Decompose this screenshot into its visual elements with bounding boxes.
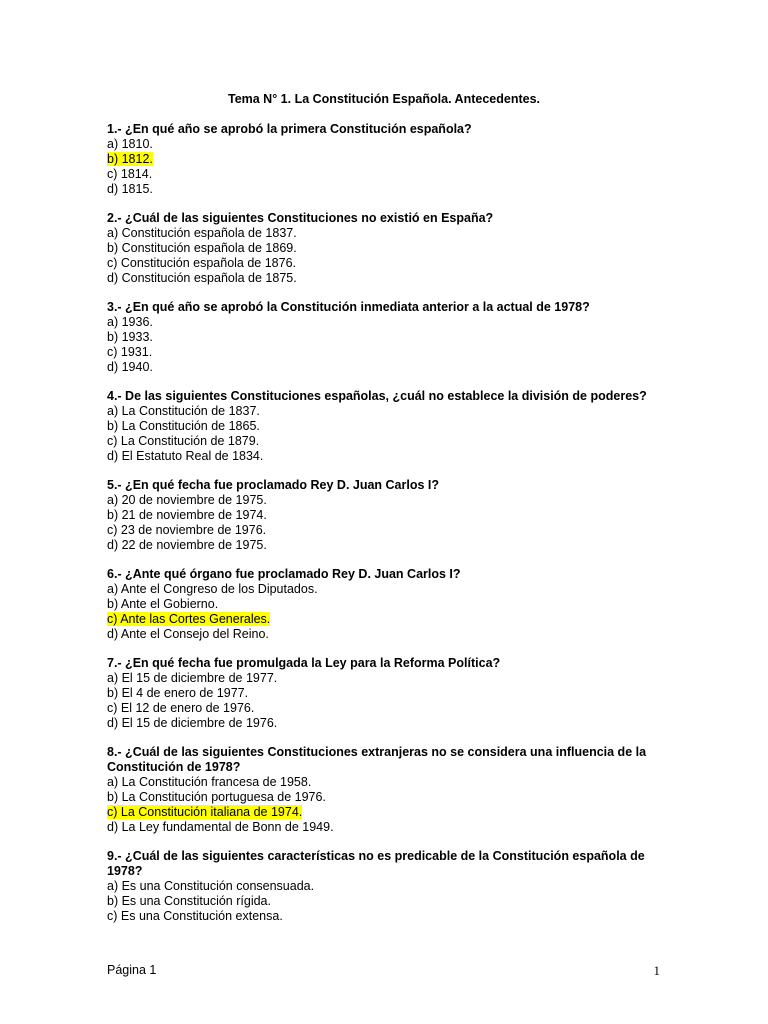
question-block — [107, 300, 667, 375]
answer-option — [107, 820, 667, 835]
question-block — [107, 389, 667, 464]
answer-text: c) La Constitución de 1879. — [107, 434, 260, 448]
question-text: 8.- ¿Cuál de las siguientes Constituciones extranjeras no se considera una influencia de la Constitución de 1978? — [107, 745, 647, 774]
answer-text: a) La Constitución francesa de 1958. — [107, 775, 312, 789]
question-text: 7.- ¿En qué fecha fue promulgada la Ley para la Reforma Política? — [107, 656, 501, 670]
answer-text: c) 1814. — [107, 167, 153, 181]
answer-text: c) Constitución española de 1876. — [107, 256, 297, 270]
answer-text: a) 1810. — [107, 137, 153, 151]
highlighted-answer-text: c) La Constitución italiana de 1974. — [107, 805, 303, 819]
answer-text: c) Es una Constitución extensa. — [107, 909, 283, 923]
answer-option — [107, 909, 667, 924]
answer-text: a) 1936. — [107, 315, 153, 329]
question-block — [107, 478, 667, 553]
answer-text: b) Constitución española de 1869. — [107, 241, 297, 255]
answer-option — [107, 508, 667, 523]
answer-option — [107, 627, 667, 642]
answer-option — [107, 597, 667, 612]
answer-text: c) El 12 de enero de 1976. — [107, 701, 255, 715]
answer-option — [107, 449, 667, 464]
answer-text: d) Ante el Consejo del Reino. — [107, 627, 269, 641]
answer-text: d) 1940. — [107, 360, 153, 374]
question-text: 2.- ¿Cuál de las siguientes Constituciones no existió en España? — [107, 211, 494, 225]
answer-option — [107, 671, 667, 686]
answer-option — [107, 775, 667, 790]
footer-page-number: 1 — [653, 963, 660, 978]
answer-option — [107, 879, 667, 894]
answer-option — [107, 612, 667, 627]
answer-text: d) El Estatuto Real de 1834. — [107, 449, 264, 463]
answer-option — [107, 686, 667, 701]
answer-text: b) 21 de noviembre de 1974. — [107, 508, 267, 522]
answer-text: d) La Ley fundamental de Bonn de 1949. — [107, 820, 334, 834]
answer-text: b) Ante el Gobierno. — [107, 597, 219, 611]
answer-option — [107, 330, 667, 345]
question-text: 4.- De las siguientes Constituciones españolas, ¿cuál no establece la división de poderes? — [107, 389, 647, 403]
question-text: 1.- ¿En qué año se aprobó la primera Constitución española? — [107, 122, 472, 136]
answer-option — [107, 137, 667, 152]
question-block — [107, 122, 667, 197]
question-text: 3.- ¿En qué año se aprobó la Constitución inmediata anterior a la actual de 1978? — [107, 300, 590, 314]
answer-option — [107, 419, 667, 434]
answer-text: b) 1933. — [107, 330, 153, 344]
answer-option — [107, 152, 667, 167]
highlighted-answer-text: c) Ante las Cortes Generales. — [107, 612, 271, 626]
answer-text: b) La Constitución de 1865. — [107, 419, 260, 433]
answer-text: a) 20 de noviembre de 1975. — [107, 493, 267, 507]
question-text: 6.- ¿Ante qué órgano fue proclamado Rey D. Juan Carlos I? — [107, 567, 461, 581]
answer-option — [107, 315, 667, 330]
question-block — [107, 211, 667, 286]
question-block — [107, 849, 667, 924]
answer-text: b) Es una Constitución rígida. — [107, 894, 271, 908]
answer-option — [107, 582, 667, 597]
answer-option — [107, 182, 667, 197]
answer-text: a) Es una Constitución consensuada. — [107, 879, 315, 893]
answer-text: d) Constitución española de 1875. — [107, 271, 297, 285]
answer-option — [107, 404, 667, 419]
answer-option — [107, 434, 667, 449]
answer-text: b) El 4 de enero de 1977. — [107, 686, 249, 700]
answer-text: a) Constitución española de 1837. — [107, 226, 297, 240]
answer-text: a) Ante el Congreso de los Diputados. — [107, 582, 318, 596]
answer-text: d) El 15 de diciembre de 1976. — [107, 716, 278, 730]
question-text: 5.- ¿En qué fecha fue proclamado Rey D. Juan Carlos I? — [107, 478, 440, 492]
answer-option — [107, 701, 667, 716]
answer-option — [107, 716, 667, 731]
question-text: 9.- ¿Cuál de las siguientes características no es predicable de la Constitución española de 1978? — [107, 849, 645, 878]
answer-text: a) La Constitución de 1837. — [107, 404, 260, 418]
question-block — [107, 656, 667, 731]
highlighted-answer-text: b) 1812. — [107, 152, 153, 166]
answer-option — [107, 523, 667, 538]
answer-option — [107, 790, 667, 805]
answer-option — [107, 241, 667, 256]
answer-option — [107, 256, 667, 271]
answer-text: d) 1815. — [107, 182, 153, 196]
footer-page-label: Página 1 — [107, 963, 157, 977]
answer-text: a) El 15 de diciembre de 1977. — [107, 671, 278, 685]
answer-text: c) 23 de noviembre de 1976. — [107, 523, 267, 537]
question-block — [107, 567, 667, 642]
answer-option — [107, 271, 667, 286]
answer-option — [107, 345, 667, 360]
answer-option — [107, 538, 667, 553]
answer-option — [107, 894, 667, 909]
question-block — [107, 745, 667, 835]
answer-option — [107, 226, 667, 241]
answer-text: c) 1931. — [107, 345, 153, 359]
answer-text: d) 22 de noviembre de 1975. — [107, 538, 267, 552]
answer-option — [107, 360, 667, 375]
answer-option — [107, 805, 667, 820]
document-title: Tema N° 1. La Constitución Española. Antecedentes. — [227, 92, 540, 106]
answer-option — [107, 493, 667, 508]
answer-text: b) La Constitución portuguesa de 1976. — [107, 790, 326, 804]
answer-option — [107, 167, 667, 182]
